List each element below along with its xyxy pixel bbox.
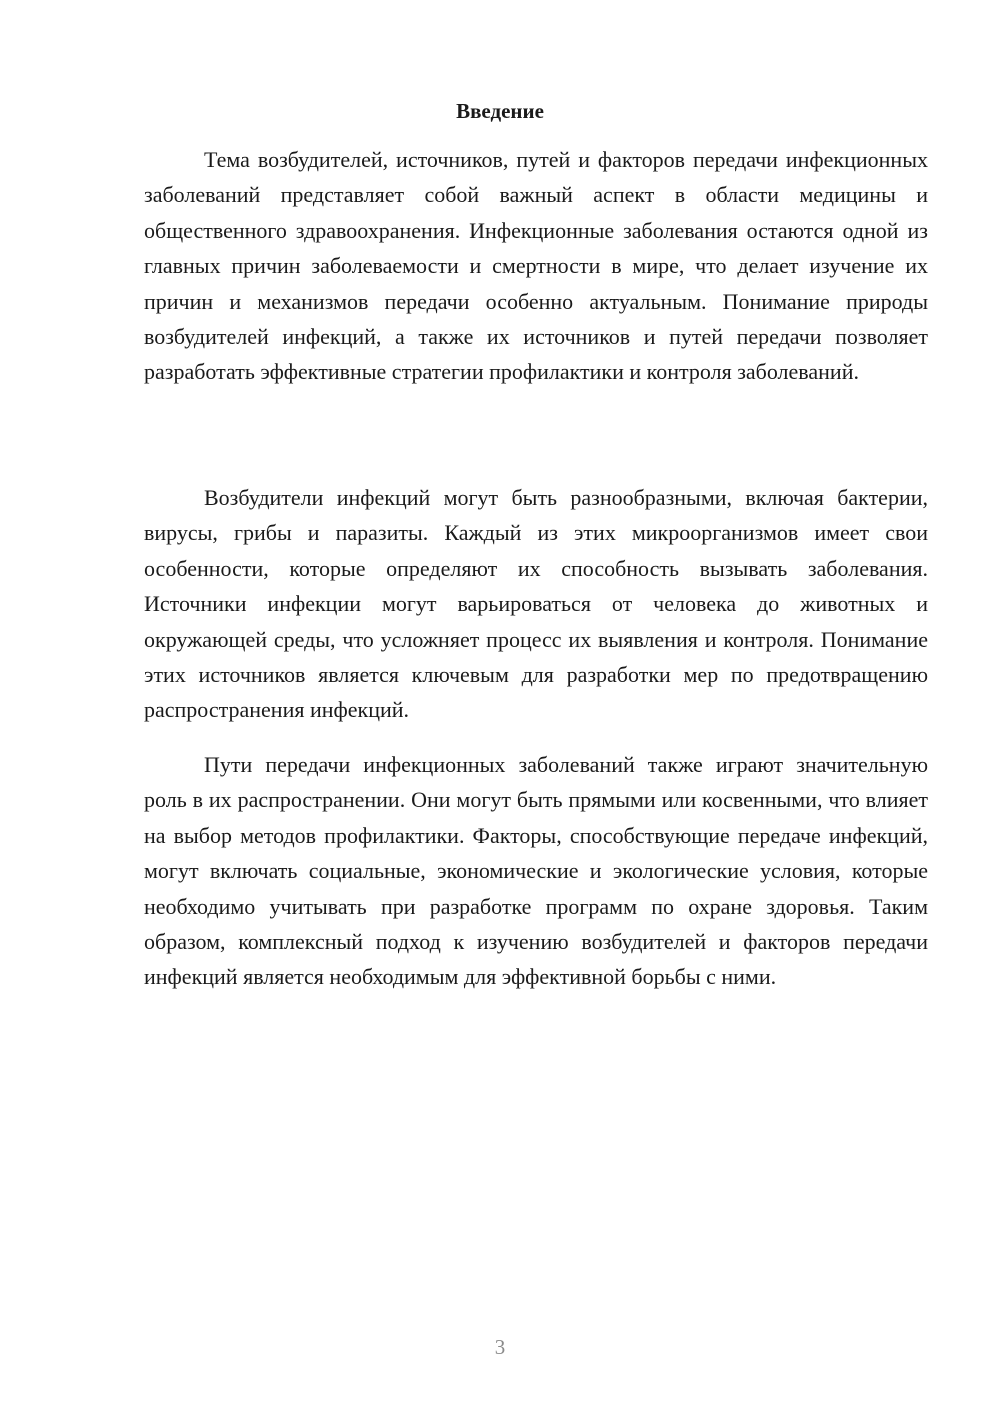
- paragraph-introduction-topic: Тема возбудителей, источников, путей и факторов передачи инфекционных заболеваний представляет собой важный аспект в области медицины и общественного здравоохранения. Инфекционные заболевания остаются одной из главных причин заболеваемости и смертности в мире, что делает изучение их причин и механизмов передачи особенно актуальным. Понимание природы возбудителей инфекций, а также их источников и путей передачи позволяет разработать эффективные стратегии профилактики и контроля заболеваний.: [144, 147, 928, 385]
- page-title: Введение: [456, 99, 544, 123]
- paragraph-transmission-routes: Пути передачи инфекционных заболеваний также играют значительную роль в их распространении. Они могут быть прямыми или косвенными, что влияет на выбор методов профилактики. Факторы, способствующие передаче инфекций, могут включать социальные, экономические и экологические условия, которые необходимо учитывать при разработке программ по охране здоровья. Таким образом, комплексный подход к изучению возбудителей и факторов передачи инфекций является необходимым для эффективной борьбы с ними.: [144, 752, 928, 990]
- paragraph-pathogens-sources: Возбудители инфекций могут быть разнообразными, включая бактерии, вирусы, грибы и паразиты. Каждый из этих микроорганизмов имеет свои особенности, которые определяют их способность вызывать заболевания. Источники инфекции могут варьироваться от человека до животных и окружающей среды, что усложняет процесс их выявления и контроля. Понимание этих источников является ключевым для разработки мер по предотвращению распространения инфекций.: [144, 485, 928, 723]
- page-number: 3: [494, 1335, 506, 1359]
